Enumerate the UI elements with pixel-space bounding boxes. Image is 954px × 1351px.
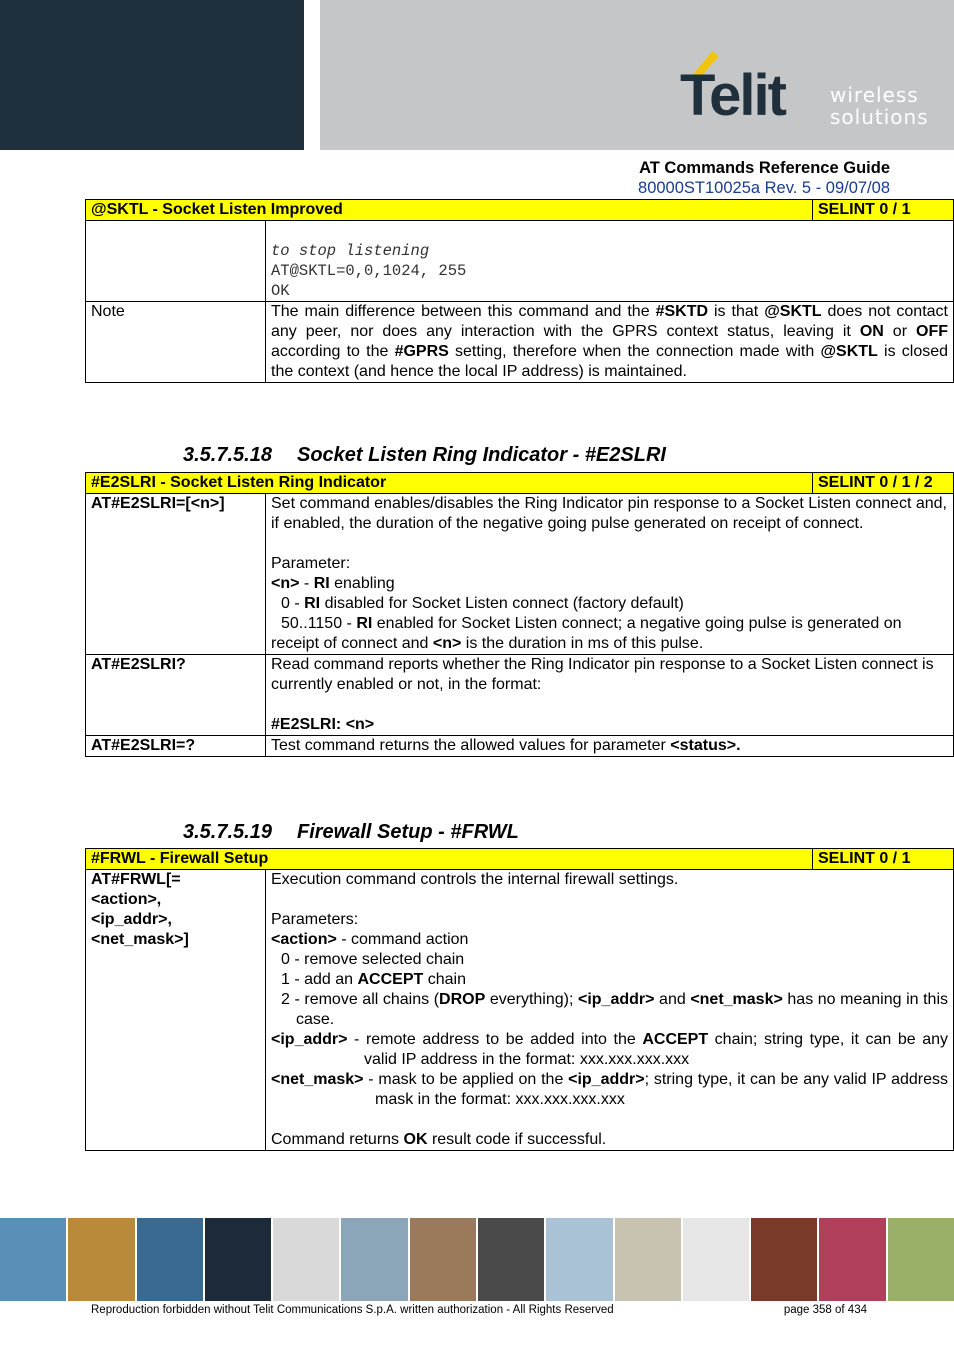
strip-photo [546, 1218, 612, 1301]
example-comment: to stop listening [271, 242, 430, 260]
sktl-example [266, 221, 954, 302]
test-command: AT#E2SLRI=? [86, 736, 266, 757]
e2slri-table-title: #E2SLRI - Socket Listen Ring Indicator [86, 473, 813, 494]
read-command: AT#E2SLRI? [86, 655, 266, 736]
guide-title: AT Commands Reference Guide [639, 159, 890, 177]
strip-photo [478, 1218, 544, 1301]
exec-command: AT#FRWL[= <action>, <ip_addr>, <net_mask>] [86, 870, 266, 1151]
set-command: AT#E2SLRI=[<n>] [86, 494, 266, 655]
strip-photo [751, 1218, 817, 1301]
frwl-table-title: #FRWL - Firewall Setup [86, 849, 813, 870]
sktl-example-label [86, 221, 266, 302]
strip-photo [683, 1218, 749, 1301]
page-number: page 358 of 434 [783, 1304, 867, 1316]
e2slri-selint: SELINT 0 / 1 / 2 [813, 473, 954, 494]
doc-reference: 80000ST10025a Rev. 5 - 09/07/08 [638, 179, 890, 197]
example-command: AT@SKTL=0,0,1024, 255 [271, 262, 467, 280]
frwl-table [85, 848, 954, 1151]
document-title [638, 158, 890, 198]
note-text: The main difference between this command and the #SKTD is that @SKTL does not contact any peer, nor does any interaction with the GPRS context status, leaving it ON or OFF according to the #GPRS setting, therefore when the connection made with @SKTL is closed the context (and hence the local IP address) is maintained. [266, 302, 954, 383]
strip-photo [410, 1218, 476, 1301]
test-command-desc: Test command returns the allowed values for parameter <status>. [266, 736, 954, 757]
frwl-selint: SELINT 0 / 1 [813, 849, 954, 870]
strip-photo [819, 1218, 885, 1301]
strip-photo [615, 1218, 681, 1301]
logo-tagline [830, 84, 929, 128]
page-footer [91, 1302, 867, 1318]
section-number: 3.5.7.5.18 [183, 444, 272, 466]
section-number: 3.5.7.5.19 [183, 821, 272, 843]
strip-photo [341, 1218, 407, 1301]
sktl-table-title: @SKTL - Socket Listen Improved [86, 200, 813, 221]
logo-tagline-1: wireless [830, 83, 919, 107]
strip-photo [205, 1218, 271, 1301]
note-label: Note [86, 302, 266, 383]
example-response: OK [271, 282, 290, 300]
section-title: Firewall Setup - #FRWL [297, 821, 519, 843]
logo-tagline-2: solutions [830, 105, 929, 129]
section-heading-e2slri [183, 443, 666, 467]
set-command-desc: Set command enables/disables the Ring Indicator pin response to a Socket Listen connect and, if enabled, the duration of the negative going pulse generated on receipt of connect. Parameter: <n> - RI enabling 0 - RI disabled for Socket Listen connect (factory default) 50..1150 - RI enabled for Socket Listen connect; a negative going pulse is generated on receipt of connect and <n> is the duration in ms of this pulse. [266, 494, 954, 655]
e2slri-table [85, 472, 954, 757]
exec-command-desc: Execution command controls the internal firewall settings. Parameters: <action> - command action 0 - remove selected chain 1 - add an ACCEPT chain 2 - remove all chains (DROP everything); <ip_addr> and <net_mask> has no meaning in this case. <ip_addr> - remote address to be added into the ACCEPT chain; string type, it can be any valid IP address in the format: xxx.xxx.xxx.xxx <net_mask> - mask to be applied on the <ip_addr>; string type, it can be any valid IP address mask in the format: xxx.xxx.xxx.xxx Command returns OK result code if successful. [266, 870, 954, 1151]
strip-photo [137, 1218, 203, 1301]
strip-photo [273, 1218, 339, 1301]
read-command-desc: Read command reports whether the Ring Indicator pin response to a Socket Listen connect is currently enabled or not, in the format: #E2SLRI: <n> [266, 655, 954, 736]
section-title: Socket Listen Ring Indicator - #E2SLRI [297, 444, 666, 466]
sktl-selint: SELINT 0 / 1 [813, 200, 954, 221]
copyright-text: Reproduction forbidden without Telit Communications S.p.A. written authorization - All Rights Reserved [91, 1304, 614, 1316]
strip-photo [68, 1218, 134, 1301]
footer-photo-strip [0, 1218, 954, 1301]
telit-logo [676, 48, 936, 133]
strip-photo [0, 1218, 66, 1301]
header-dark-panel [0, 0, 304, 150]
sktl-table [85, 199, 954, 383]
logo-word: Telit [680, 63, 785, 128]
strip-photo [888, 1218, 954, 1301]
section-heading-frwl [183, 820, 519, 844]
